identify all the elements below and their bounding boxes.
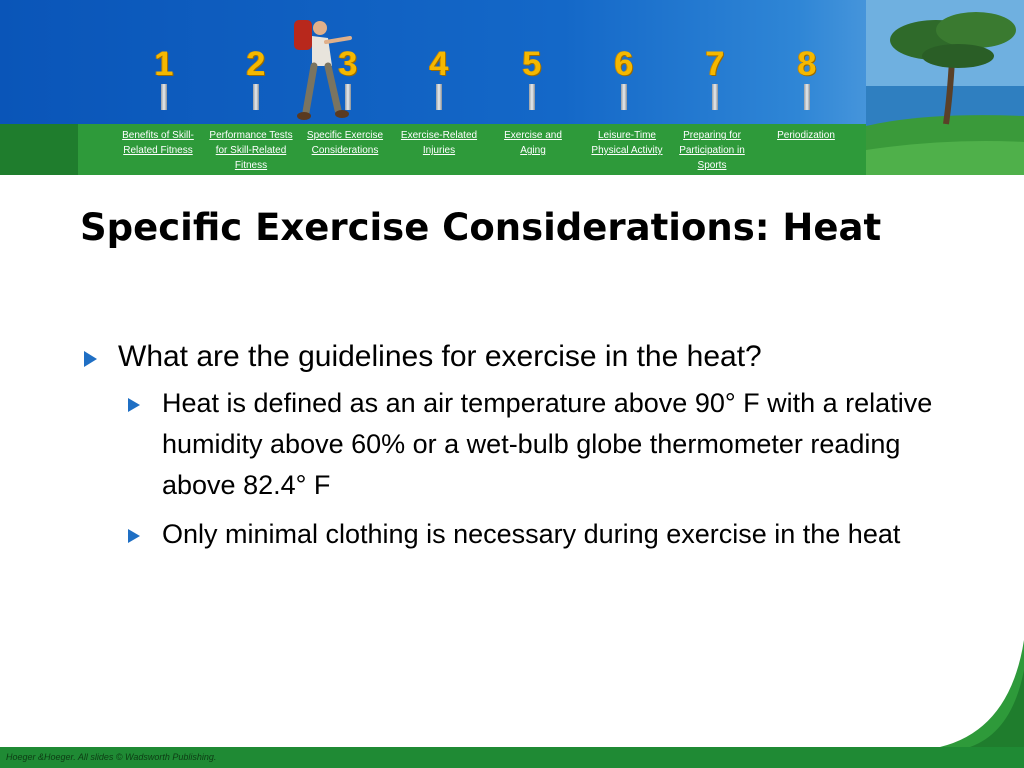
bullet-triangle-icon [128,529,140,543]
sub-bullet [80,514,950,555]
bullet-text: What are the guidelines for exercise in the heat? [118,340,762,373]
bullet-triangle-icon [84,351,97,367]
footer-credit: Hoeger &Hoeger. All slides © Wadsworth Publishing. [6,752,217,762]
step-marker-1[interactable]: 1 [147,44,181,110]
bullet-list [80,338,950,563]
nav-link-specific-exercise[interactable]: Specific Exercise Considerations [306,130,384,156]
sub-bullet-text: Only minimal clothing is necessary during exercise in the heat [162,519,901,549]
step-marker-7[interactable]: 7 [698,44,732,110]
footer-bar [0,747,1024,768]
nav-link-exercise-injuries[interactable]: Exercise-Related Injuries [400,130,478,156]
step-marker-2[interactable]: 2 [239,44,273,110]
step-marker-6[interactable]: 6 [607,44,641,110]
step-marker-3[interactable]: 3 [331,44,365,110]
hiker-illustration [276,16,360,128]
step-marker-8[interactable]: 8 [790,44,824,110]
sub-bullet-text: Heat is defined as an air temperature above 90° F with a relative humidity above 60% or a wet-bulb globe thermometer reading above 82.4° F [162,388,933,500]
nav-link-periodization[interactable]: Periodization [777,130,835,141]
header-banner [0,0,1024,175]
tree-illustration [866,0,1024,175]
nav-link-benefits[interactable]: Benefits of Skill-Related Fitness [122,130,194,156]
slide-title: Specific Exercise Considerations: Heat [80,206,882,249]
nav-link-preparing-sports[interactable]: Preparing for Participation in Sports [679,130,745,171]
bullet-level-1 [80,338,838,375]
nav-link-exercise-aging[interactable]: Exercise and Aging [504,130,562,156]
step-marker-4[interactable]: 4 [422,44,456,110]
step-marker-5[interactable]: 5 [515,44,549,110]
sub-bullet [80,383,950,506]
bullet-triangle-icon [128,398,140,412]
nav-link-leisure-time[interactable]: Leisure-Time Physical Activity [591,130,663,156]
nav-link-performance-tests[interactable]: Performance Tests for Skill-Related Fitness [209,130,293,171]
